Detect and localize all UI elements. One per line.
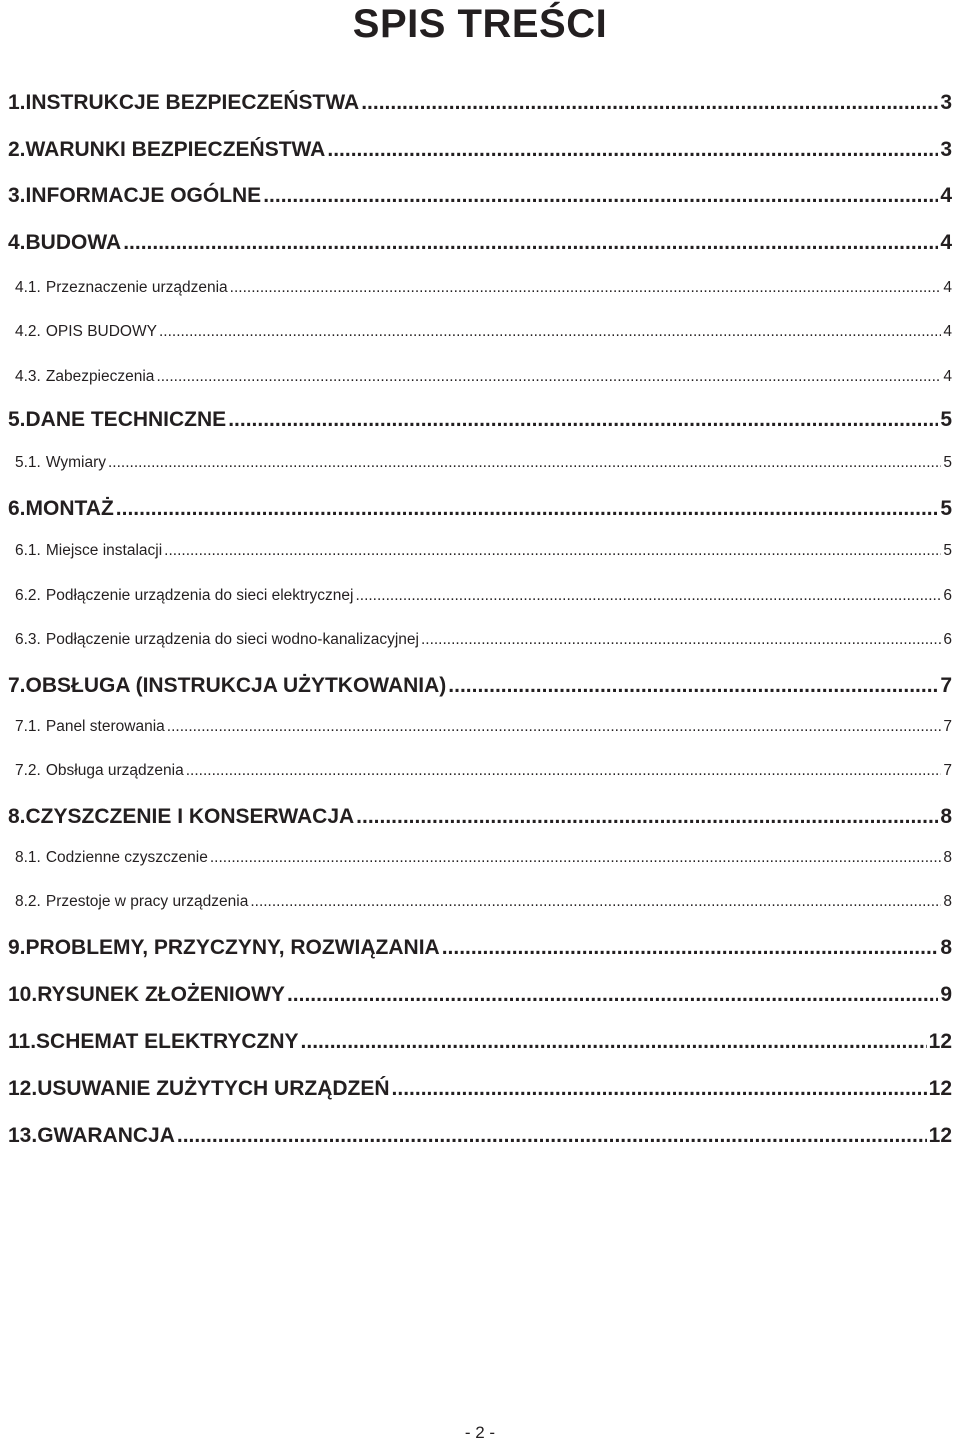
toc-entry-label: CZYSZCZENIE I KONSERWACJA <box>25 805 355 828</box>
toc-entry-page: 4 <box>940 231 952 254</box>
toc-entry-number: 12. <box>8 1077 38 1100</box>
page-number: - 2 - <box>464 1423 496 1442</box>
toc-entry-label: Obsługa urządzenia <box>45 762 184 779</box>
toc-entry <box>8 91 952 115</box>
toc-dot-leader <box>327 138 938 162</box>
toc-entry-page: 8 <box>940 805 952 828</box>
toc-entry <box>8 184 952 208</box>
toc-entry-number: 6.1. <box>15 542 41 559</box>
toc-entry-number: 4.3. <box>15 368 41 385</box>
toc-entry-number: 7.1. <box>15 718 41 735</box>
toc-dot-leader <box>301 1030 927 1054</box>
toc-entry-number: 7. <box>8 674 26 697</box>
toc-entry-page: 4 <box>943 323 952 340</box>
toc-dot-leader <box>287 983 938 1007</box>
toc-entry <box>8 1124 952 1148</box>
toc-dot-leader <box>392 1077 927 1101</box>
toc-entry <box>15 542 952 560</box>
toc-entry-label: Podłączenie urządzenia do sieci elektrycznej <box>45 587 354 604</box>
toc-dot-leader <box>177 1124 927 1148</box>
toc-dot-leader <box>156 368 941 386</box>
toc-dot-leader <box>186 762 942 780</box>
toc-entry-label: PROBLEMY, PRZYCZYNY, ROZWIĄZANIA <box>25 936 440 959</box>
toc-dot-leader <box>228 408 938 432</box>
toc-entry-page: 7 <box>943 762 952 779</box>
toc-entry-label: Przestoje w pracy urządzenia <box>45 893 249 910</box>
toc-entry-page: 5 <box>940 497 952 520</box>
toc-entry-number: 5. <box>8 408 26 431</box>
toc-entry-number: 6.3. <box>15 631 41 648</box>
toc-entry-label: Wymiary <box>45 454 106 471</box>
toc-entry <box>8 497 952 521</box>
toc-entry <box>8 674 952 698</box>
toc-entry-label: OPIS BUDOWY <box>45 323 157 340</box>
toc-entry-page: 8 <box>943 893 952 910</box>
toc-entry <box>8 1077 952 1101</box>
toc-entry <box>15 587 952 605</box>
toc-entry-number: 11. <box>8 1030 37 1053</box>
toc-entry-page: 8 <box>943 849 952 866</box>
toc-dot-leader <box>210 849 942 867</box>
toc-entry <box>15 454 952 472</box>
toc-entry-page: 7 <box>943 718 952 735</box>
toc-entry-number: 8.1. <box>15 849 41 866</box>
toc-entry-page: 3 <box>940 91 952 114</box>
toc-entry <box>15 631 952 649</box>
toc-dot-leader <box>263 184 938 208</box>
toc-entry <box>15 368 952 386</box>
toc-entry-page: 5 <box>943 454 952 471</box>
toc-dot-leader <box>250 893 941 911</box>
toc-dot-leader <box>442 936 939 960</box>
page-title: SPIS TREŚCI <box>352 2 608 46</box>
toc-entry-page: 6 <box>943 631 952 648</box>
toc-entry-page: 3 <box>940 138 952 161</box>
toc-entry-number: 9. <box>8 936 26 959</box>
toc-entry <box>8 408 952 432</box>
toc-entry-number: 13. <box>8 1124 38 1147</box>
toc-entry <box>15 762 952 780</box>
toc-entry <box>8 936 952 960</box>
toc-dot-leader <box>448 674 938 698</box>
toc-dot-leader <box>123 231 938 255</box>
toc-entry-label: USUWANIE ZUŻYTYCH URZĄDZEŃ <box>37 1077 390 1100</box>
toc-dot-leader <box>230 279 942 297</box>
toc-entry-label: DANE TECHNICZNE <box>25 408 227 431</box>
toc-entry-number: 10. <box>8 983 38 1006</box>
toc-entry <box>8 983 952 1007</box>
toc-entry <box>15 718 952 736</box>
toc-entry-number: 8. <box>8 805 26 828</box>
toc-entry-number: 7.2. <box>15 762 41 779</box>
toc-entry-page: 6 <box>943 587 952 604</box>
toc-entry-label: Panel sterowania <box>45 718 165 735</box>
toc-entry <box>15 893 952 911</box>
toc-dot-leader <box>355 587 941 605</box>
toc-entry <box>15 849 952 867</box>
toc-entry-label: MONTAŻ <box>25 497 114 520</box>
toc-dot-leader <box>159 323 941 341</box>
toc-entry <box>8 231 952 255</box>
toc-entry-page: 5 <box>940 408 952 431</box>
toc-entry-number: 2. <box>8 138 26 161</box>
toc-entry-label: Podłączenie urządzenia do sieci wodno-kanalizacyjnej <box>45 631 419 648</box>
toc-entry-label: GWARANCJA <box>37 1124 175 1147</box>
toc-entry-page: 12 <box>928 1077 952 1100</box>
toc-entry-page: 12 <box>928 1124 952 1147</box>
toc-entry <box>8 805 952 829</box>
toc-entry-number: 4.2. <box>15 323 41 340</box>
toc-entry-number: 5.1. <box>15 454 41 471</box>
toc-dot-leader <box>167 718 942 736</box>
toc-entry-label: Zabezpieczenia <box>45 368 155 385</box>
toc-dot-leader <box>108 454 941 472</box>
toc-entry-label: SCHEMAT ELEKTRYCZNY <box>36 1030 299 1053</box>
toc-entry-label: WARUNKI BEZPIECZEŃSTWA <box>25 138 326 161</box>
toc-entry-label: Codzienne czyszczenie <box>45 849 208 866</box>
toc-entry-number: 4. <box>8 231 26 254</box>
toc-entry-page: 4 <box>943 368 952 385</box>
toc-entry-label: INFORMACJE OGÓLNE <box>25 184 262 207</box>
toc-entry-page: 4 <box>940 184 952 207</box>
toc-entry-number: 1. <box>8 91 26 114</box>
toc-dot-leader <box>421 631 941 649</box>
toc-entry <box>15 279 952 297</box>
toc-entry-label: Przeznaczenie urządzenia <box>45 279 228 296</box>
toc-dot-leader <box>356 805 938 829</box>
toc-entry-label: BUDOWA <box>25 231 122 254</box>
toc-entry <box>8 1030 952 1054</box>
toc-dot-leader <box>116 497 939 521</box>
toc-entry-page: 7 <box>940 674 952 697</box>
toc-dot-leader <box>164 542 941 560</box>
toc-entry <box>8 138 952 162</box>
toc-entry-page: 12 <box>928 1030 952 1053</box>
toc-entry-label: OBSŁUGA (INSTRUKCJA UŻYTKOWANIA) <box>25 674 447 697</box>
toc-entry-label: Miejsce instalacji <box>45 542 163 559</box>
toc-entry-label: INSTRUKCJE BEZPIECZEŃSTWA <box>25 91 360 114</box>
toc-entry-number: 8.2. <box>15 893 41 910</box>
toc-entry-number: 3. <box>8 184 26 207</box>
toc-entry-number: 4.1. <box>15 279 41 296</box>
toc-entry-page: 9 <box>940 983 952 1006</box>
toc-entry-page: 8 <box>940 936 952 959</box>
toc-entry-page: 5 <box>943 542 952 559</box>
toc-entry-page: 4 <box>943 279 952 296</box>
toc-entry-number: 6. <box>8 497 26 520</box>
toc-entry <box>15 323 952 341</box>
toc-dot-leader <box>361 91 938 115</box>
toc-entry-number: 6.2. <box>15 587 41 604</box>
toc-entry-label: RYSUNEK ZŁOŻENIOWY <box>37 983 285 1006</box>
